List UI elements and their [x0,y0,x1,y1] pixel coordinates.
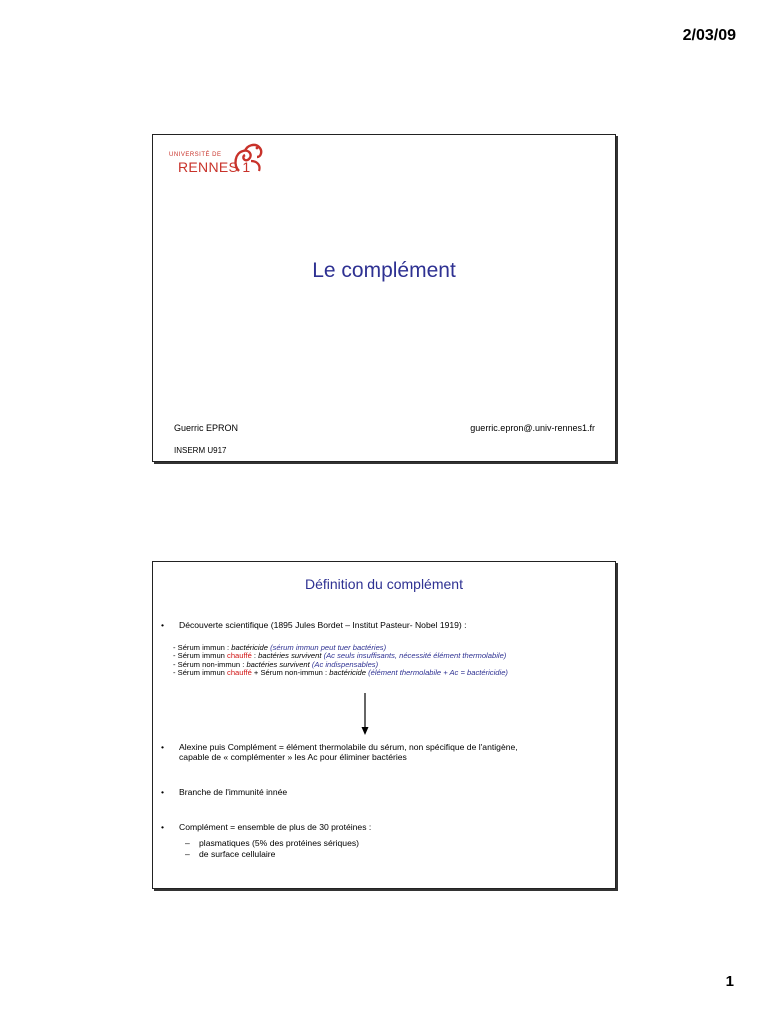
list-item [185,838,359,849]
bullet-text [179,742,603,762]
lab-name: INSERM U917 [174,446,227,455]
experiment-line [173,669,508,677]
experiment-list [173,644,508,678]
line-note: (Ac indispensables) [309,659,379,669]
page-date: 2/03/09 [682,27,736,44]
title-slide [152,134,616,462]
author-name: Guerric EPRON [174,423,239,433]
bullet-marker: • [161,742,165,752]
line-text: : [251,651,259,661]
protein-types-list [185,838,359,859]
bullet-text: Complément = ensemble de plus de 30 protéines : [179,822,372,832]
bullet-text: Branche de l'immunité innée [179,787,288,797]
bullet-text: Découverte scientifique (1895 Jules Bordet – Institut Pasteur- Nobel 1919) : [179,620,467,630]
line-note: (Ac seuls insuffisants, nécessité élément thermolabile) [321,651,507,661]
line-note: (sérum immun peut tuer bactéries) [267,643,387,652]
page-number: 1 [725,973,734,990]
list-item [185,849,359,860]
line-result: bactéries survivent [246,659,310,669]
line-text: - Sérum immun [173,651,228,661]
ermine-icon [231,143,265,179]
list-item-text: de surface cellulaire [199,848,276,859]
bullet-marker: • [161,822,165,832]
presentation-title: Le complément [312,259,456,282]
line-highlight: chauffé [227,668,252,678]
bullet-line: Alexine puis Complément = élément thermolabile du sérum, non spécifique de l'antigène, [179,742,518,752]
logo-small-text: UNIVERSITÉ DE [169,152,222,158]
definition-slide [152,561,616,889]
bullet-line: capable de « complémenter » les Ac pour éliminer bactéries [179,752,407,762]
line-text: - Sérum non-immun : [173,659,247,669]
dash-marker: – [185,838,190,848]
line-text: - Sérum immun [173,668,228,678]
line-result: bactéricide [329,668,366,678]
line-result: bactéries survivent [258,651,322,661]
line-result: bactéricide [231,643,268,652]
down-arrow-icon [361,693,369,735]
list-item-text: plasmatiques (5% des protéines sériques) [199,838,360,848]
slide-title: Définition du complément [305,576,463,592]
line-text: - Sérum immun : [173,643,232,652]
line-text: + Sérum non-immun : [251,668,330,678]
dash-marker: – [185,848,190,859]
bullet-marker: • [161,620,165,630]
author-email: guerric.epron@.univ-rennes1.fr [470,423,595,433]
logo-big-text: RENNES 1 [178,159,251,175]
line-note: (élément thermolabile + Ac = bactéricidie) [365,668,508,678]
university-logo [169,143,265,181]
bullet-marker: • [161,787,165,797]
line-highlight: chauffé [227,651,252,661]
